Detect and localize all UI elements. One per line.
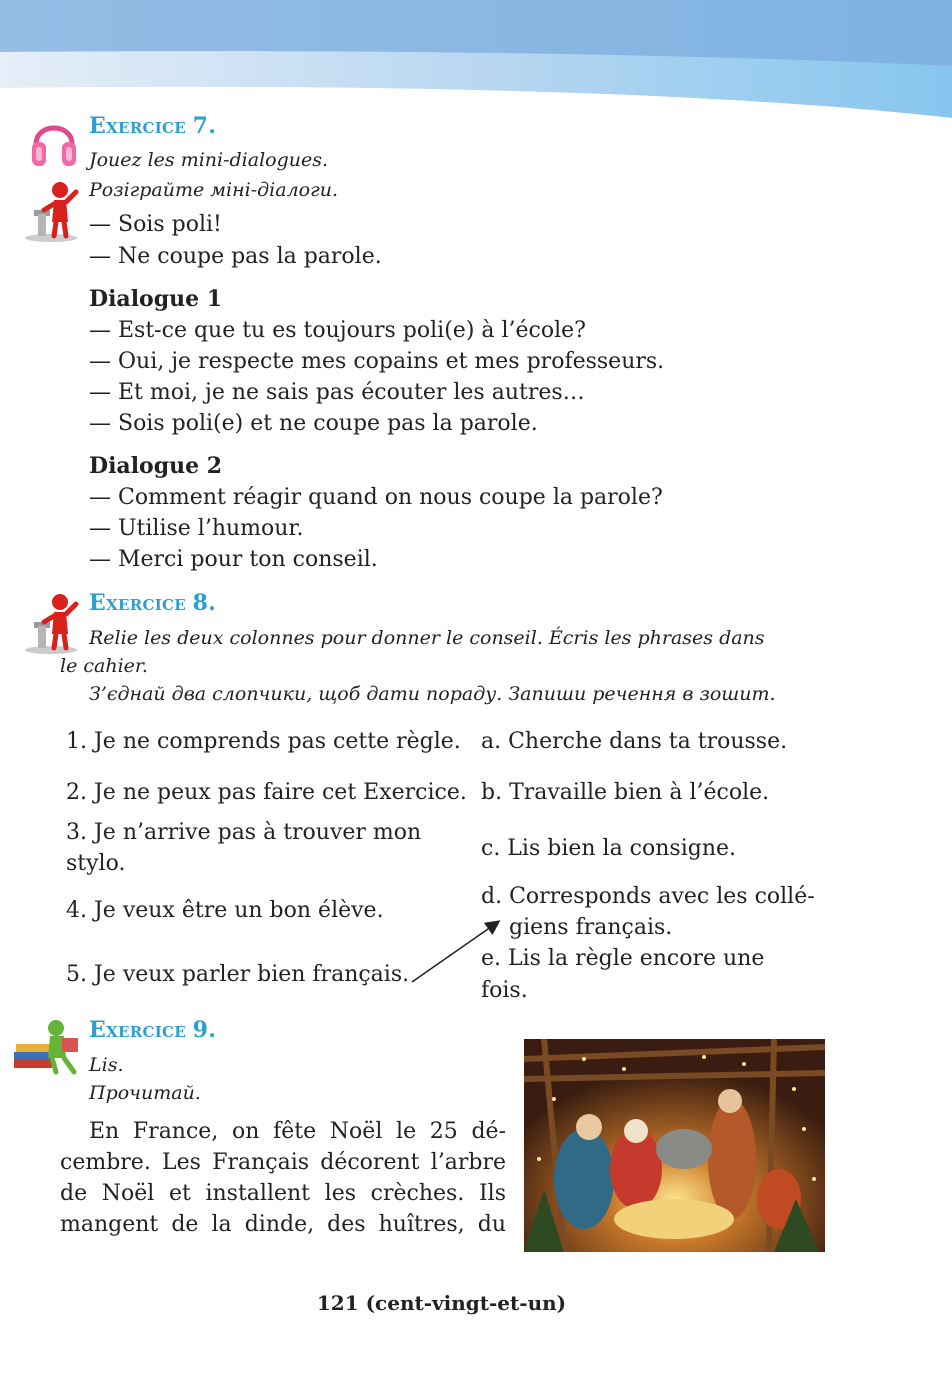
exercise8-title — [89, 590, 216, 616]
dialogue1-line-2: — Oui, je respecte mes copains et mes professeurs. — [89, 349, 665, 374]
right-item-e: e. Lis la règle encore une — [481, 946, 765, 971]
exercise8-instruction-fr-2: le cahier. — [60, 655, 148, 677]
exercise8-instruction-uk: З’єднай два слопчики, щоб дати пораду. Запиши речення в зошит. — [89, 683, 776, 705]
right-item-d: d. Corresponds avec les collé- — [481, 884, 815, 909]
exercise7-title-number: 7. — [192, 113, 217, 139]
right-item-c: c. Lis bien la consigne. — [481, 836, 737, 861]
paragraph-line-1: En France, on fête Noël le 25 dé- — [89, 1119, 506, 1144]
dialogue1-line-4: — Sois poli(e) et ne coupe pas la parole. — [89, 411, 538, 436]
right-item-e-cont: fois. — [481, 978, 528, 1003]
left-item-2: 2. Je ne peux pas faire cet Exercice. — [66, 780, 467, 805]
exercise7-instruction-uk: Розіграйте міні-діалоги. — [89, 179, 338, 201]
page-number-words: (cent-vingt-et-un) — [365, 1291, 567, 1315]
paragraph-line-3: de Noël et installent les crèches. Ils — [60, 1181, 506, 1206]
exercise9-title-prefix: Exercice — [89, 1017, 187, 1043]
books-figure-icon — [12, 1018, 82, 1076]
headphones-icon — [30, 112, 78, 170]
right-item-d-cont: giens français. — [509, 915, 673, 940]
dialogue1-title: Dialogue 1 — [89, 286, 223, 312]
exercise9-title — [89, 1017, 216, 1043]
dialogue2-title: Dialogue 2 — [89, 453, 223, 479]
exercise9-paragraph — [60, 1116, 506, 1240]
left-item-3-cont: stylo. — [66, 851, 126, 876]
exercise9-title-number: 9. — [192, 1017, 217, 1043]
speaker-figure-icon — [20, 180, 82, 242]
left-item-4: 4. Je veux être un bon élève. — [66, 898, 384, 923]
speaker-figure-icon — [20, 592, 82, 654]
exercise7-title-prefix: Exercice — [89, 113, 187, 139]
page-number: 121 — [316, 1291, 359, 1315]
exercise8-instruction-fr-1: Relie les deux colonnes pour donner le conseil. Écris les phrases dans — [89, 627, 765, 649]
dialogue1-line-3: — Et moi, je ne sais pas écouter les autres… — [89, 380, 585, 405]
intro-line-2: — Ne coupe pas la parole. — [89, 244, 382, 269]
dialogue1-line-1: — Est-ce que tu es toujours poli(e) à l’école? — [89, 318, 586, 343]
exercise8-title-prefix: Exercice — [89, 590, 187, 616]
paragraph-line-4: mangent de la dinde, des huîtres, du — [60, 1212, 506, 1237]
intro-line-1: — Sois poli! — [89, 212, 222, 237]
page-footer — [0, 1291, 883, 1315]
right-item-b: b. Travaille bien à l’école. — [481, 780, 770, 805]
exercise9-instruction-fr: Lis. — [89, 1054, 124, 1076]
exercise9-instruction-uk: Прочитай. — [89, 1082, 201, 1104]
left-item-1: 1. Je ne comprends pas cette règle. — [66, 729, 461, 754]
dialogue2-line-2: — Utilise l’humour. — [89, 516, 304, 541]
left-item-5: 5. Je veux parler bien français. — [66, 962, 410, 987]
connector-arrow — [400, 910, 510, 990]
nativity-scene-photo — [524, 1039, 825, 1252]
header-band — [0, 0, 952, 118]
left-item-3: 3. Je n’arrive pas à trouver mon — [66, 820, 422, 845]
exercise7-instruction-fr: Jouez les mini-dialogues. — [89, 149, 329, 171]
right-item-a: a. Cherche dans ta trousse. — [481, 729, 788, 754]
dialogue2-line-1: — Comment réagir quand on nous coupe la parole? — [89, 485, 663, 510]
dialogue2-line-3: — Merci pour ton conseil. — [89, 547, 378, 572]
exercise7-title — [89, 113, 216, 139]
paragraph-line-2: cembre. Les Français décorent l’arbre — [60, 1150, 506, 1175]
exercise8-title-number: 8. — [192, 590, 217, 616]
